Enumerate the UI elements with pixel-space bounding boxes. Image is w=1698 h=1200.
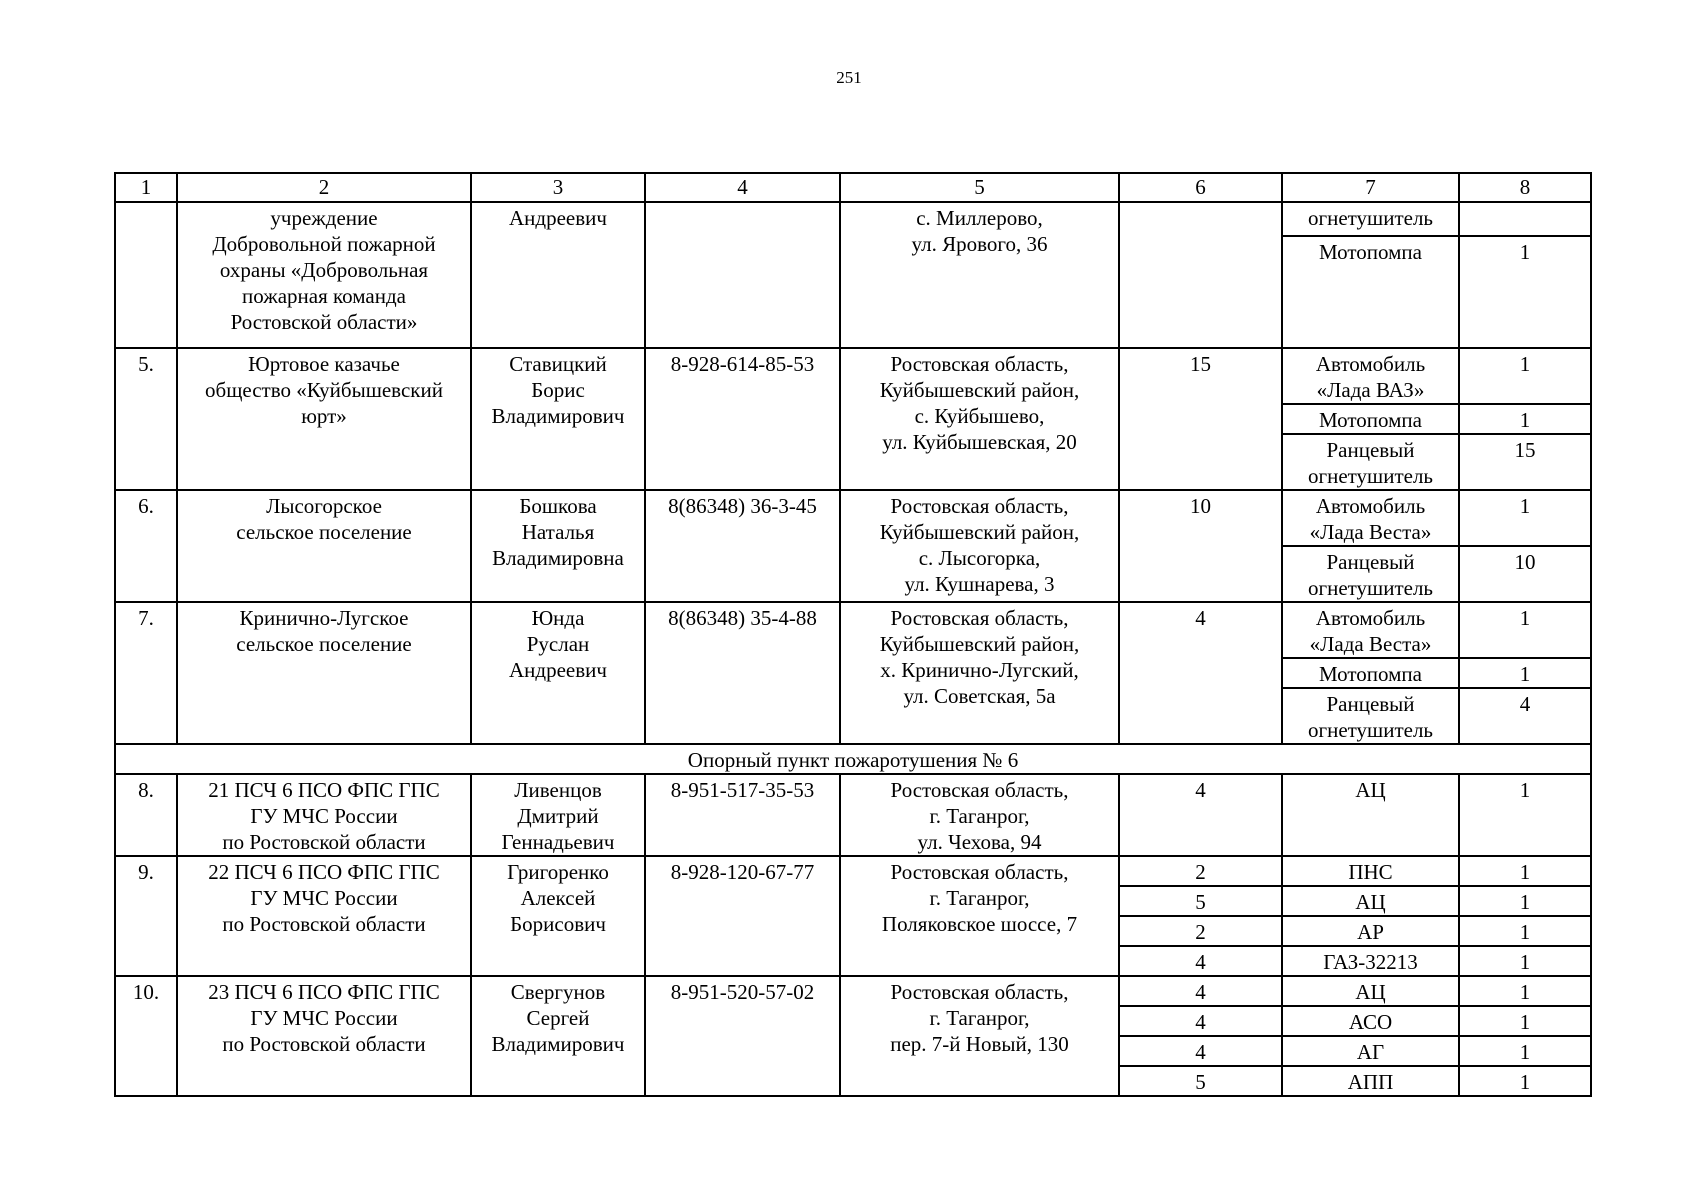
cell-text: АГ (1356, 1040, 1385, 1064)
cell-text: 4 (1519, 692, 1531, 716)
cell-line: Ростовская область, (890, 494, 1069, 518)
cell-line: Сергей (526, 1006, 590, 1030)
head-name-cell (471, 856, 645, 976)
table-row (115, 774, 1591, 856)
cell-line: Юнда (531, 606, 585, 630)
cell-line: Мотопомпа (1319, 240, 1422, 264)
cell-text: 1 (1519, 778, 1531, 802)
cell-text: ГАЗ-32213 (1323, 950, 1418, 974)
column-header-4 (645, 173, 840, 202)
cell-line: с. Лысогорка, (918, 546, 1041, 570)
cell-line: огнетушитель (1307, 206, 1434, 230)
cell-line: пожарная команда (242, 284, 406, 308)
cell-line: ГУ МЧС России (250, 804, 398, 828)
staff-cell (1119, 774, 1282, 856)
cell-line: 21 ПСЧ 6 ПСО ФПС ГПС (208, 778, 440, 802)
cell-line: Ростовская область, (890, 778, 1069, 802)
staff-cell (1119, 856, 1282, 886)
cell-text: 4 (1195, 980, 1206, 1004)
equipment-name-cell (1282, 490, 1459, 546)
cell-text: 1 (1519, 920, 1531, 944)
cell-line: по Ростовской области (222, 1032, 426, 1056)
cell-text: 4 (1195, 950, 1206, 974)
cell-line: Ростовская область, (890, 352, 1069, 376)
cell-line: огнетушитель (1307, 576, 1434, 600)
cell-line: Куйбышевский район, (879, 378, 1080, 402)
cell-line: Борисович (510, 912, 606, 936)
address-cell (840, 774, 1119, 856)
organization-cell (177, 602, 471, 744)
cell-line: Ростовской области» (230, 310, 418, 334)
phone-cell (645, 774, 840, 856)
address-cell (840, 602, 1119, 744)
cell-text: 8-951-520-57-02 (670, 980, 815, 1004)
equipment-name-cell (1282, 546, 1459, 602)
cell-line: сельское поселение (236, 632, 412, 656)
cell-text: 15 (1514, 438, 1536, 462)
head-name-cell (471, 490, 645, 602)
staff-cell (1119, 946, 1282, 976)
equipment-name-cell (1282, 976, 1459, 1006)
cell-text: 6. (138, 494, 154, 518)
cell-text: 5 (974, 175, 985, 199)
cell-text: 6 (1195, 175, 1206, 199)
cell-line: общество «Куйбышевский (205, 378, 443, 402)
cell-line: охраны «Добровольная (219, 258, 429, 282)
cell-text: 8-928-614-85-53 (670, 352, 815, 376)
cell-text: АЦ (1355, 890, 1386, 914)
cell-line: огнетушитель (1307, 718, 1434, 742)
address-cell (840, 856, 1119, 976)
cell-line: Борис (531, 378, 585, 402)
cell-line: Владимировна (492, 546, 624, 570)
cell-line: Ставицкий (509, 352, 607, 376)
cell-line: Ливенцов (514, 778, 602, 802)
cell-line: х. Кринично-Лугский, (880, 658, 1079, 682)
table-row (115, 202, 1591, 236)
cell-line: 22 ПСЧ 6 ПСО ФПС ГПС (208, 860, 440, 884)
cell-line: Ростовская область, (890, 606, 1069, 630)
cell-text: 4 (1195, 1040, 1206, 1064)
phone-cell (645, 602, 840, 744)
cell-line: ул. Куйбышевская, 20 (882, 430, 1077, 454)
cell-line: юрт» (301, 404, 347, 428)
cell-line: Ростовская область, (890, 860, 1069, 884)
cell-line: ул. Кушнарева, 3 (904, 572, 1055, 596)
staff-cell (1119, 1006, 1282, 1036)
cell-line: «Лада ВАЗ» (1316, 378, 1425, 402)
cell-line: Наталья (521, 520, 595, 544)
column-header-8 (1459, 173, 1591, 202)
cell-text: 10 (1190, 494, 1211, 518)
cell-text: 1 (1519, 1070, 1531, 1094)
staff-cell (1119, 976, 1282, 1006)
equipment-qty-cell (1459, 202, 1591, 236)
equipment-name-cell (1282, 404, 1459, 434)
cell-line: сельское поселение (236, 520, 412, 544)
number-cell (115, 348, 177, 490)
cell-text: 8-928-120-67-77 (670, 860, 815, 884)
phone-cell (645, 202, 840, 348)
cell-line: по Ростовской области (222, 912, 426, 936)
equipment-name-cell (1282, 658, 1459, 688)
equipment-name-cell (1282, 916, 1459, 946)
cell-text: АЦ (1355, 778, 1386, 802)
page-number: 251 (836, 68, 862, 87)
organization-cell (177, 976, 471, 1096)
cell-line: г. Таганрог, (929, 886, 1030, 910)
cell-text: 4 (1195, 778, 1206, 802)
equipment-qty-cell (1459, 1066, 1591, 1096)
equipment-qty-cell (1459, 658, 1591, 688)
staff-cell (1119, 1066, 1282, 1096)
phone-cell (645, 976, 840, 1096)
cell-text: 7. (138, 606, 154, 630)
organization-cell (177, 774, 471, 856)
cell-line: Ранцевый (1326, 438, 1415, 462)
cell-line: с. Миллерово, (916, 206, 1043, 230)
cell-line: Владимирович (491, 404, 625, 428)
equipment-qty-cell (1459, 1036, 1591, 1066)
head-name-cell (471, 348, 645, 490)
cell-text: 1 (1519, 890, 1531, 914)
column-header-5 (840, 173, 1119, 202)
column-header-2 (177, 173, 471, 202)
number-cell (115, 856, 177, 976)
phone-cell (645, 348, 840, 490)
cell-line: г. Таганрог, (929, 804, 1030, 828)
cell-line: г. Таганрог, (929, 1006, 1030, 1030)
cell-text: 4 (1195, 606, 1206, 630)
cell-text: 10. (132, 980, 160, 1004)
cell-text: 1 (1519, 662, 1531, 686)
column-header-7 (1282, 173, 1459, 202)
cell-text: 1 (140, 175, 152, 199)
equipment-qty-cell (1459, 976, 1591, 1006)
column-header-3 (471, 173, 645, 202)
cell-line: ул. Советская, 5а (903, 684, 1056, 708)
cell-line: Куйбышевский район, (879, 520, 1080, 544)
equipment-qty-cell (1459, 236, 1591, 348)
address-cell (840, 976, 1119, 1096)
cell-text: АСО (1348, 1010, 1393, 1034)
cell-text: 8. (138, 778, 154, 802)
number-cell (115, 774, 177, 856)
cell-line: Автомобиль (1315, 606, 1426, 630)
head-name-cell (471, 602, 645, 744)
cell-line: Бошкова (519, 494, 597, 518)
column-header-1 (115, 173, 177, 202)
equipment-qty-cell (1459, 856, 1591, 886)
equipment-name-cell (1282, 602, 1459, 658)
equipment-name-cell (1282, 434, 1459, 490)
phone-cell (645, 856, 840, 976)
head-name-cell (471, 202, 645, 348)
number-cell (115, 202, 177, 348)
equipment-qty-cell (1459, 546, 1591, 602)
cell-line: Григоренко (507, 860, 609, 884)
staff-cell (1119, 916, 1282, 946)
cell-line: Лысогорское (266, 494, 382, 518)
cell-text: 1 (1519, 352, 1531, 376)
equipment-qty-cell (1459, 434, 1591, 490)
cell-line: Владимирович (491, 1032, 625, 1056)
cell-line: учреждение (270, 206, 378, 230)
cell-text: 1 (1519, 240, 1531, 264)
staff-cell (1119, 602, 1282, 744)
head-name-cell (471, 774, 645, 856)
table-row (115, 602, 1591, 658)
equipment-qty-cell (1459, 688, 1591, 744)
cell-line: Юртовое казачье (248, 352, 400, 376)
section-title (115, 744, 1591, 774)
cell-text: 5 (1195, 890, 1206, 914)
cell-line: Ростовская область, (890, 980, 1069, 1004)
staff-cell (1119, 886, 1282, 916)
cell-text: 5. (138, 352, 154, 376)
equipment-name-cell (1282, 1066, 1459, 1096)
equipment-qty-cell (1459, 404, 1591, 434)
number-cell (115, 490, 177, 602)
cell-text: 4 (737, 175, 748, 199)
cell-text: 2 (1195, 920, 1206, 944)
cell-line: ГУ МЧС России (250, 1006, 398, 1030)
equipment-name-cell (1282, 886, 1459, 916)
cell-text: 10 (1514, 550, 1536, 574)
cell-line: ул. Чехова, 94 (917, 830, 1042, 854)
cell-text: 8-951-517-35-53 (670, 778, 815, 802)
equipment-qty-cell (1459, 916, 1591, 946)
cell-text: 15 (1190, 352, 1211, 376)
header-row (115, 173, 1591, 202)
cell-text: 8(86348) 36-3-45 (668, 494, 817, 518)
section-row (115, 744, 1591, 774)
organization-cell (177, 856, 471, 976)
organization-cell (177, 490, 471, 602)
column-header-6 (1119, 173, 1282, 202)
equipment-qty-cell (1459, 1006, 1591, 1036)
organization-cell (177, 202, 471, 348)
equipment-name-cell (1282, 202, 1459, 236)
cell-line: Добровольной пожарной (212, 232, 436, 256)
equipment-qty-cell (1459, 490, 1591, 546)
staff-cell (1119, 490, 1282, 602)
cell-text: 2 (1195, 860, 1206, 884)
equipment-name-cell (1282, 946, 1459, 976)
cell-line: Дмитрий (517, 804, 599, 828)
equipment-qty-cell (1459, 348, 1591, 404)
cell-text: 1 (1519, 606, 1531, 630)
table-row (115, 976, 1591, 1006)
cell-line: Поляковское шоссе, 7 (881, 912, 1078, 936)
cell-text: АР (1357, 920, 1384, 944)
table-row (115, 490, 1591, 546)
cell-line: Геннадьевич (501, 830, 615, 854)
number-cell (115, 976, 177, 1096)
equipment-name-cell (1282, 236, 1459, 348)
cell-line: 23 ПСЧ 6 ПСО ФПС ГПС (208, 980, 440, 1004)
cell-text: 1 (1519, 980, 1531, 1004)
cell-text: 1 (1519, 494, 1531, 518)
cell-line: Андреевич (509, 658, 607, 682)
head-name-cell (471, 976, 645, 1096)
cell-line: Андреевич (509, 206, 607, 230)
cell-text: Опорный пункт пожаротушения № 6 (687, 748, 1019, 772)
equipment-name-cell (1282, 774, 1459, 856)
organization-cell (177, 348, 471, 490)
cell-text: 2 (318, 175, 330, 199)
cell-text: 1 (1519, 950, 1531, 974)
cell-text: 1 (1519, 860, 1531, 884)
cell-line: огнетушитель (1307, 464, 1434, 488)
cell-line: Руслан (526, 632, 590, 656)
phone-cell (645, 490, 840, 602)
equipment-qty-cell (1459, 602, 1591, 658)
cell-line: Кринично-Лугское (239, 606, 409, 630)
address-cell (840, 348, 1119, 490)
cell-line: «Лада Веста» (1309, 632, 1432, 656)
cell-text: 8(86348) 35-4-88 (668, 606, 817, 630)
cell-text: 8 (1519, 175, 1531, 199)
cell-text: АПП (1347, 1070, 1394, 1094)
address-cell (840, 202, 1119, 348)
cell-text: 1 (1519, 1040, 1531, 1064)
cell-text: 1 (1519, 408, 1531, 432)
cell-text: 1 (1519, 1010, 1531, 1034)
cell-line: Мотопомпа (1319, 408, 1422, 432)
cell-text: 4 (1195, 1010, 1206, 1034)
cell-line: Алексей (520, 886, 596, 910)
cell-line: по Ростовской области (222, 830, 426, 854)
table-row (115, 348, 1591, 404)
data-table (114, 172, 1592, 1097)
cell-line: Автомобиль (1315, 352, 1426, 376)
cell-line: Автомобиль (1315, 494, 1426, 518)
table-row (115, 856, 1591, 886)
cell-text: ПНС (1348, 860, 1393, 884)
cell-text: 9. (138, 860, 154, 884)
cell-line: пер. 7-й Новый, 130 (890, 1032, 1069, 1056)
cell-line: Свергунов (510, 980, 606, 1004)
cell-line: Мотопомпа (1319, 662, 1422, 686)
cell-line: Ранцевый (1326, 692, 1415, 716)
equipment-qty-cell (1459, 774, 1591, 856)
number-cell (115, 602, 177, 744)
cell-line: ГУ МЧС России (250, 886, 398, 910)
equipment-name-cell (1282, 1006, 1459, 1036)
equipment-name-cell (1282, 348, 1459, 404)
cell-line: с. Куйбышево, (914, 404, 1045, 428)
equipment-name-cell (1282, 856, 1459, 886)
cell-line: Ранцевый (1326, 550, 1415, 574)
staff-cell (1119, 1036, 1282, 1066)
cell-line: ул. Ярового, 36 (911, 232, 1048, 256)
cell-text: АЦ (1355, 980, 1386, 1004)
cell-line: Куйбышевский район, (879, 632, 1080, 656)
cell-text: 3 (552, 175, 564, 199)
address-cell (840, 490, 1119, 602)
equipment-qty-cell (1459, 946, 1591, 976)
cell-text: 7 (1365, 175, 1376, 199)
equipment-name-cell (1282, 1036, 1459, 1066)
cell-text: 5 (1195, 1070, 1206, 1094)
cell-line: «Лада Веста» (1309, 520, 1432, 544)
staff-cell (1119, 202, 1282, 348)
staff-cell (1119, 348, 1282, 490)
equipment-name-cell (1282, 688, 1459, 744)
equipment-qty-cell (1459, 886, 1591, 916)
